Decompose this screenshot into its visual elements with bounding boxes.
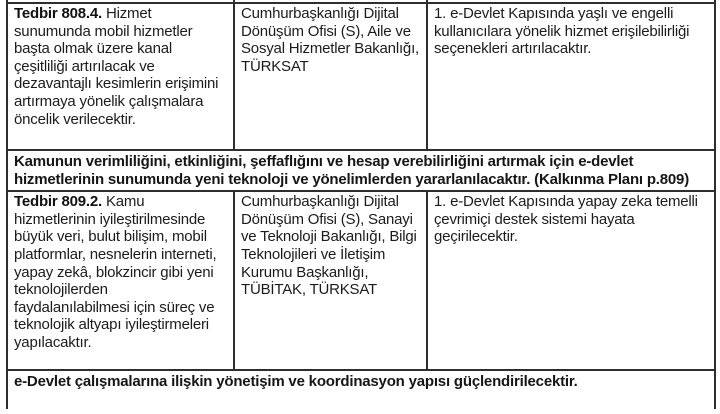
measure-label: Tedbir 809.2. [14, 193, 102, 211]
action-cell [427, 191, 715, 370]
measure-label: Tedbir 808.4. [14, 5, 102, 22]
policy-text: Kamunun verimliliğini, etkinliğini, şeffaflığını ve hesap verebilirliğini artırmak için e-devlet hizmetlerinin sunumunda yeni teknoloji ve yönelimlerden yararlanılacaktır. (Kalkınma Planı p.809) [14, 153, 689, 188]
measure-text: Kamu hizmetlerinin iyileştirilmesinde büyük veri, bulut bilişim, mobil platformlar, nesnelerin interneti, yapay zekâ, blokzincir gibi yeni teknolojilerden faydalanılabilmesi için süreç ve teknolojik altyapı iyileştirmeleri yapılacaktır. [14, 193, 217, 351]
policy-cell [7, 370, 715, 409]
action-text: 1. e-Devlet Kapısında yaşlı ve engelli kullanıcılara yönelik hizmet erişilebilirliği seçenekleri artırılacaktır. [434, 5, 690, 58]
policy-row-809 [7, 150, 715, 191]
measure-cell [7, 3, 234, 150]
measure-cell [7, 191, 234, 370]
action-cell [427, 3, 715, 150]
action-text: 1. e-Devlet Kapısında yapay zeka temelli çevrimiçi destek sistemi hayata geçirilecektir. [434, 193, 698, 246]
measure-row-809-2 [7, 191, 715, 370]
policy-row-governance [7, 370, 715, 409]
responsible-bodies-text: Cumhurbaşkanlığı Dijital Dönüşüm Ofisi (S), Aile ve Sosyal Hizmetler Bakanlığı, TÜRKSAT [241, 5, 420, 75]
policy-cell [7, 150, 715, 191]
measures-table [6, 0, 716, 409]
responsible-bodies-cell [234, 191, 427, 370]
measure-paragraph [14, 5, 227, 128]
policy-text: e-Devlet çalışmalarına ilişkin yönetişim ve koordinasyon yapısı güçlendirilecektir. [14, 373, 578, 391]
responsible-bodies-cell [234, 3, 427, 150]
measure-row-808-4 [7, 3, 715, 150]
measure-text: Hizmet sunumunda mobil hizmetler başta olmak üzere kanal çeşitliliği artırılacak ve dezavantajlı kesimlerin erişimini artırmaya yönelik çalışmalara öncelik verilecektir. [14, 5, 219, 128]
measure-paragraph [14, 193, 227, 351]
responsible-bodies-text: Cumhurbaşkanlığı Dijital Dönüşüm Ofisi (S), Sanayi ve Teknoloji Bakanlığı, Bilgi Teknolojileri ve İletişim Kurumu Başkanlığı, TÜBİTAK, TÜRKSAT [241, 193, 417, 299]
